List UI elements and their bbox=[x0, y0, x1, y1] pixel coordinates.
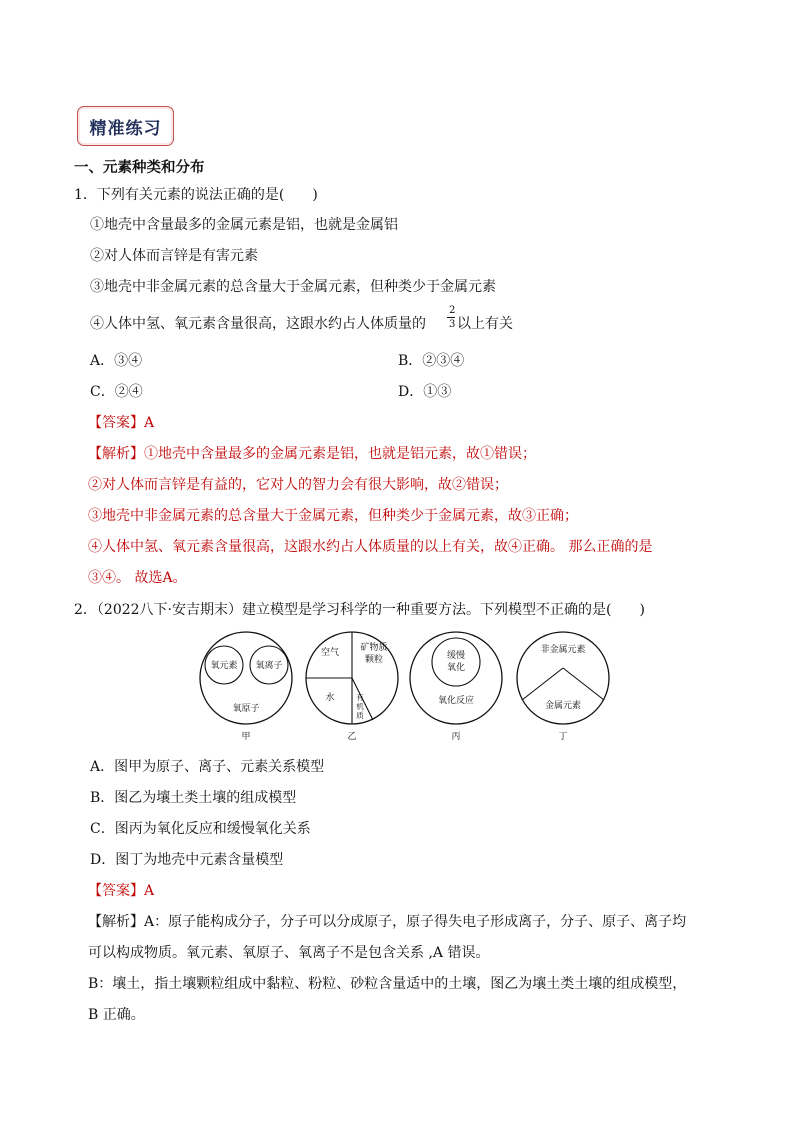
bing-caption: 丙 bbox=[451, 732, 461, 742]
yi-water-label: 水 bbox=[325, 693, 335, 703]
q2-answer: 【答案】A bbox=[88, 883, 155, 899]
diagram-yi bbox=[306, 632, 398, 742]
jia-inner1-label: 氧元素 bbox=[210, 661, 238, 671]
q1-option-d: D．①③ bbox=[398, 384, 452, 400]
q2-analysis-3: B：壤土，指土壤颗粒组成中黏粒、粉粒、砂粒含量适中的土壤，图乙为壤土类土壤的组成模型， bbox=[88, 976, 687, 992]
q1-analysis-1: 【解析】①地壳中含量最多的金属元素是铝，也就是铝元素，故①错误； bbox=[88, 446, 536, 462]
q2-analysis-1: 【解析】A：原子能构成分子，分子可以分成原子，原子得失电子形成离子，分子、原子、离子均 bbox=[88, 914, 687, 930]
ding-bottom-label: 金属元素 bbox=[544, 701, 582, 711]
q2-analysis-4: B 正确。 bbox=[88, 1007, 145, 1023]
diagram-jia bbox=[200, 632, 292, 742]
practice-badge: 精准练习 bbox=[77, 106, 174, 146]
yi-air-label: 空气 bbox=[320, 648, 340, 658]
q1-statement-4: ④人体中氢、氧元素含量很高，这跟水约占人体质量的 bbox=[90, 316, 426, 332]
q2-option-d: D．图丁为地壳中元素含量模型 bbox=[90, 852, 284, 868]
q1-analysis-5: ③④。 故选A。 bbox=[88, 570, 187, 586]
q2-stem: 2．（2022八下·安吉期末）建立模型是学习科学的一种重要方法。下列模型不正确的是( ) bbox=[74, 602, 645, 618]
bing-inner-label-2: 氧化 bbox=[446, 663, 466, 673]
q1-answer: 【答案】A bbox=[88, 415, 155, 431]
q2-option-a: A．图甲为原子、离子、元素关系模型 bbox=[90, 759, 325, 775]
diagram-bing bbox=[410, 632, 502, 742]
q1-statement-1: ①地壳中含量最多的金属元素是铝，也就是金属铝 bbox=[90, 217, 398, 233]
yi-organic-label-3: 质 bbox=[356, 711, 364, 720]
section-title: 一、元素种类和分布 bbox=[74, 160, 205, 176]
jia-caption: 甲 bbox=[241, 732, 251, 742]
q1-option-a: A．③④ bbox=[90, 353, 143, 369]
diagram-ding bbox=[517, 632, 609, 742]
fraction-denominator: 3 bbox=[449, 319, 456, 330]
fraction-bar bbox=[447, 317, 455, 318]
q1-statement-3: ③地壳中非金属元素的总含量大于金属元素，但种类少于金属元素 bbox=[90, 279, 496, 295]
q1-analysis-2: ②对人体而言锌是有益的，它对人的智力会有很大影响，故②错误； bbox=[88, 477, 508, 493]
q2-option-b: B．图乙为壤土类土壤的组成模型 bbox=[90, 790, 297, 806]
ding-caption: 丁 bbox=[558, 732, 568, 742]
ding-top-label: 非金属元素 bbox=[540, 645, 586, 655]
bing-inner-label-1: 缓慢 bbox=[446, 651, 466, 661]
q1-statement-2: ②对人体而言锌是有害元素 bbox=[90, 248, 258, 264]
yi-mineral-label-1: 矿物质 bbox=[360, 643, 388, 653]
q1-analysis-3: ③地壳中非金属元素的总含量大于金属元素，但种类少于金属元素，故③正确； bbox=[88, 508, 578, 524]
bing-outer-label: 氧化反应 bbox=[437, 696, 475, 706]
yi-organic-label-2: 机 bbox=[356, 702, 364, 711]
q1-statement-4-tail: 以上有关 bbox=[457, 316, 513, 332]
yi-mineral-label-2: 颗粒 bbox=[364, 655, 384, 665]
yi-caption: 乙 bbox=[347, 732, 357, 742]
q1-option-c: C．②④ bbox=[90, 384, 143, 400]
q2-option-c: C．图丙为氧化反应和缓慢氧化关系 bbox=[90, 821, 311, 837]
model-diagram bbox=[198, 628, 618, 743]
fraction-numerator: 2 bbox=[449, 305, 456, 316]
yi-organic-label-1: 有 bbox=[356, 693, 364, 702]
jia-outer-label: 氧原子 bbox=[232, 704, 260, 714]
q2-analysis-2: 可以构成物质。氧元素、氧原子、氧离子不是包含关系 ,A 错误。 bbox=[88, 945, 490, 961]
jia-inner2-label: 氧离子 bbox=[255, 661, 283, 671]
q1-stem: 1．下列有关元素的说法正确的是( ) bbox=[74, 187, 318, 203]
q1-option-b: B．②③④ bbox=[398, 353, 465, 369]
q1-analysis-4: ④人体中氢、氧元素含量很高，这跟水约占人体质量的以上有关，故④正确。 那么正确的是 bbox=[88, 539, 653, 555]
